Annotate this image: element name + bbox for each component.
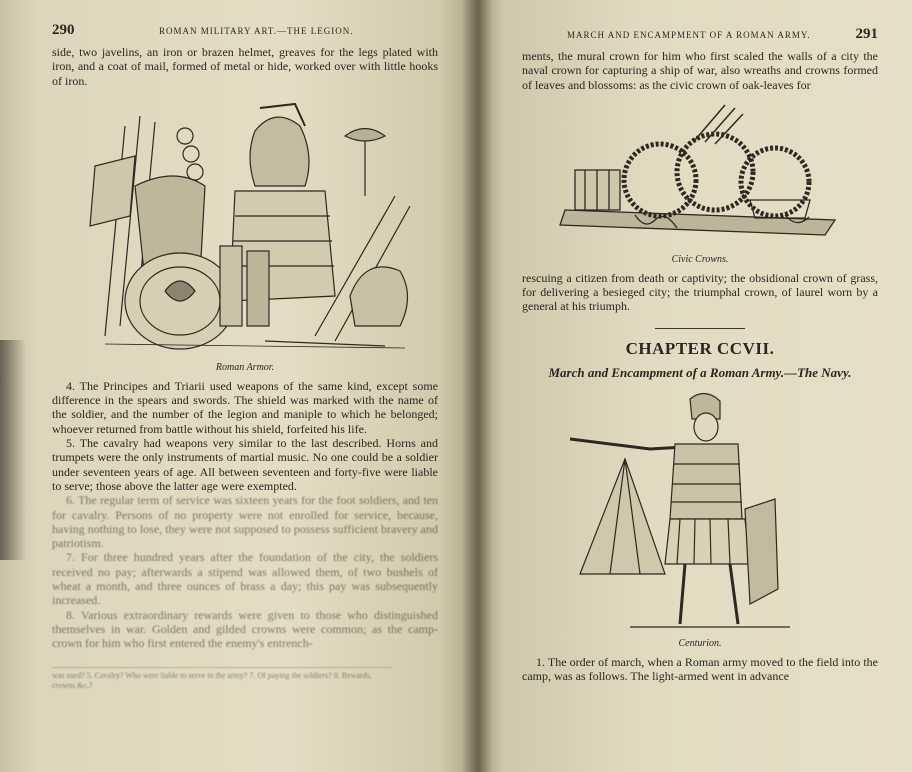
paragraph-7: 7. For three hundred years after the foundation of the city, the soldiers received no pay; afterwards a stipend was allowed them, of two bushels of wheat a month, and three ounces of brass a day; this pay was subsequently increased. bbox=[52, 550, 438, 608]
page-edge-shadow bbox=[0, 340, 26, 560]
chapter-title: CHAPTER CCVII. bbox=[625, 338, 775, 358]
roman-armor-figure bbox=[52, 96, 438, 373]
civic-crowns-figure bbox=[522, 100, 878, 265]
paragraph-4: 4. The Principes and Triarii used weapons of the same kind, except some difference in the spears and swords. The shield was marked with the name of the soldier, and the number of the legion and maniple to which he belonged; whoever returned from battle without his shield, forfeited his life. bbox=[52, 378, 438, 436]
left-footnote: was used? 5. Cavalry? Who were liable to serve in the army? 7. Of paying the soldiers? 8. Rewards, crowns &c.? bbox=[52, 667, 392, 691]
left-opening-text: side, two javelins, an iron or brazen helmet, greaves for the legs plated with iron, and a coat of mail, formed of metal or hide, worked over with little hooks of iron. bbox=[52, 45, 438, 88]
right-page bbox=[478, 0, 912, 772]
right-running-head bbox=[522, 26, 878, 43]
roman-armor-illustration bbox=[65, 96, 425, 358]
civic-crowns-caption: Civic Crowns. bbox=[671, 253, 729, 265]
left-running-title: ROMAN MILITARY ART.—THE LEGION. bbox=[159, 26, 354, 36]
centurion-illustration bbox=[570, 389, 830, 634]
book-spine-gutter bbox=[462, 0, 492, 772]
civic-crowns-illustration bbox=[555, 100, 845, 250]
right-continued-text: rescuing a citizen from death or captivity; the obsidional crown of grass, for delivering a besieged city; the triumphal crown, of laurel worn by a general at his triumph. bbox=[522, 270, 878, 314]
centurion-figure bbox=[522, 389, 878, 649]
chapter-paragraph-1: 1. The order of march, when a Roman army moved to the field into the camp, was as follows. The light-armed went in advance bbox=[522, 654, 878, 684]
paragraph-6: 6. The regular term of service was sixteen years for the foot soldiers, and ten for cavalry. Persons of no property were not enrolled for service, because, having nothing to lose, they were not supposed to possess sufficient bravery and patriotism. bbox=[52, 493, 438, 551]
chapter-subtitle: March and Encampment of a Roman Army.—The Navy. bbox=[548, 364, 852, 380]
paragraph-5: 5. The cavalry had weapons very similar to the last described. Horns and trumpets were the only instruments of martial music. No one could be a soldier under seventeen years of age. All between seventeen and forty-five were liable to serve; those above the latter age were exempted. bbox=[52, 436, 438, 493]
right-opening-text: ments, the mural crown for him who first scaled the walls of a city the naval crown for capturing a ship of war, also wreaths and crowns formed of leaves and blossoms: as the civic crown of oak-leaves for bbox=[522, 49, 878, 92]
roman-armor-caption: Roman Armor. bbox=[215, 361, 275, 373]
right-running-title: MARCH AND ENCAMPMENT OF A ROMAN ARMY. bbox=[567, 30, 811, 40]
chapter-divider bbox=[655, 328, 745, 329]
left-running-head bbox=[52, 22, 438, 39]
left-page-number: 290 bbox=[52, 22, 75, 38]
right-page-number: 291 bbox=[855, 26, 878, 42]
paragraph-8: 8. Various extraordinary rewards were given to those who distinguished themselves in war. Golden and gilded crowns were common; as the camp-crown for him who first entered the enemy's entrench- bbox=[52, 607, 438, 651]
centurion-caption: Centurion. bbox=[678, 637, 722, 649]
